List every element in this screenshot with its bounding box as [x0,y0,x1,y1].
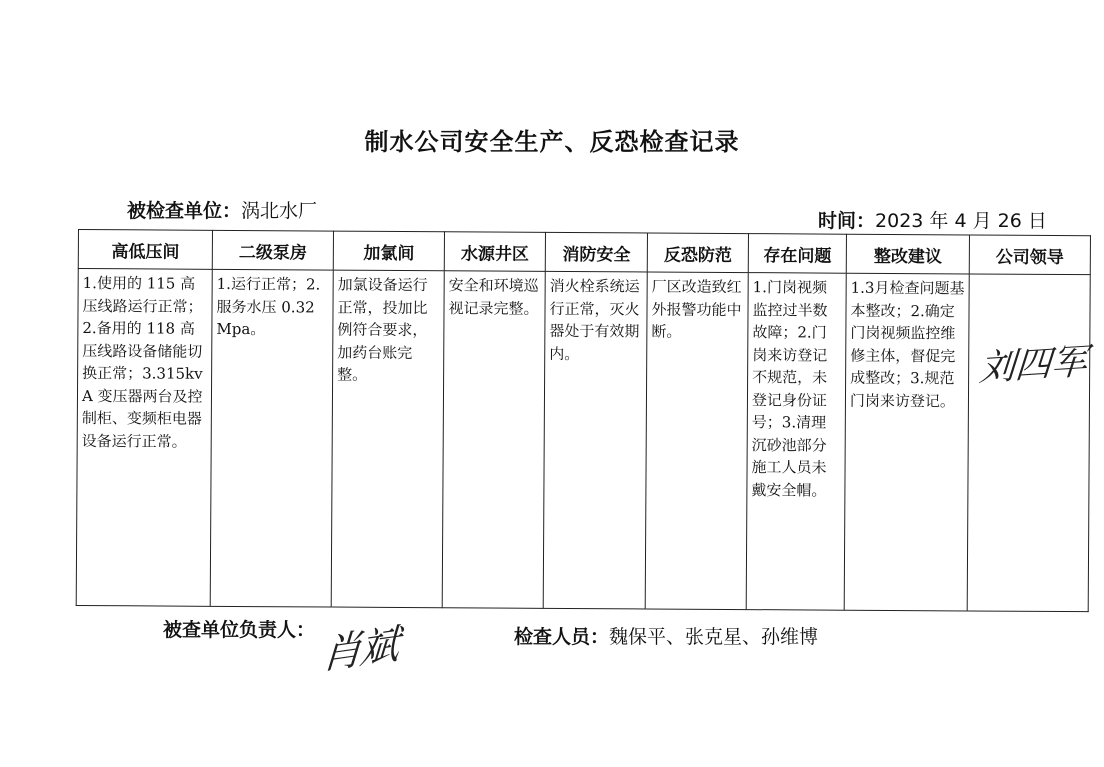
header-problems: 存在问题 [748,234,846,274]
inspected-unit [127,196,317,223]
date-value: 2023 年 4 月 26 日 [875,210,1047,232]
inspected-unit-label: 被检查单位： [127,200,242,222]
header-source-well: 水源井区 [444,232,545,272]
cell-leader [967,274,1090,612]
header-fire-safety: 消防安全 [545,232,647,272]
header-high-low-voltage: 高低压间 [78,230,212,270]
document-title: 制水公司安全生产、反恐检查记录 [364,128,740,156]
inspectors [514,622,818,649]
inspectors-label: 检查人员： [514,626,610,648]
table-row [76,269,1090,612]
responsible-signature: 肖斌 [320,621,400,679]
header-chlorination: 加氯间 [333,231,444,271]
cell-high-low-voltage: 1.使用的 115 高压线路运行正常；2.备用的 118 高压线路设备储能切换正常；3.315kvA 变压器两台及控制柜、变频柜电器设备运行正常。 [76,269,212,607]
cell-fire-safety: 消火栓系统运行正常，灭火器处于有效期内。 [543,271,647,609]
table-header-row [78,230,1090,275]
cell-problems: 1.门岗视频监控过半数故障；2.门岗来访登记不规范，未登记身份证号；3.清理沉砂池部分施工人员未戴安全帽。 [746,273,846,611]
inspection-table [76,229,1091,612]
header-secondary-pump: 二级泵房 [212,230,333,270]
inspected-unit-value: 涡北水厂 [241,200,318,222]
header-leader: 公司领导 [969,235,1090,275]
inspection-date [818,206,1047,233]
header-suggestions: 整改建议 [846,234,969,274]
header-anti-terror: 反恐防范 [647,233,748,273]
inspectors-value: 魏保平、张克星、孙维博 [609,626,819,648]
leader-signature: 刘四军 [977,341,1089,390]
cell-anti-terror: 厂区改造致红外报警功能中断。 [645,272,748,610]
responsible-person-label: 被查单位负责人： [163,619,316,641]
cell-secondary-pump: 1.运行正常；2.服务水压 0.32Mpa。 [210,269,333,607]
cell-suggestions: 1.3月检查问题基本整改；2.确定门岗视频监控维修主体，督促完成整改；3.规范门岗来访登记。 [844,273,969,611]
cell-chlorination: 加氯设备运行正常，投加比例符合要求，加药台账完整。 [331,270,444,608]
cell-source-well: 安全和环境巡视记录完整。 [442,271,545,609]
date-label: 时间： [818,210,876,232]
